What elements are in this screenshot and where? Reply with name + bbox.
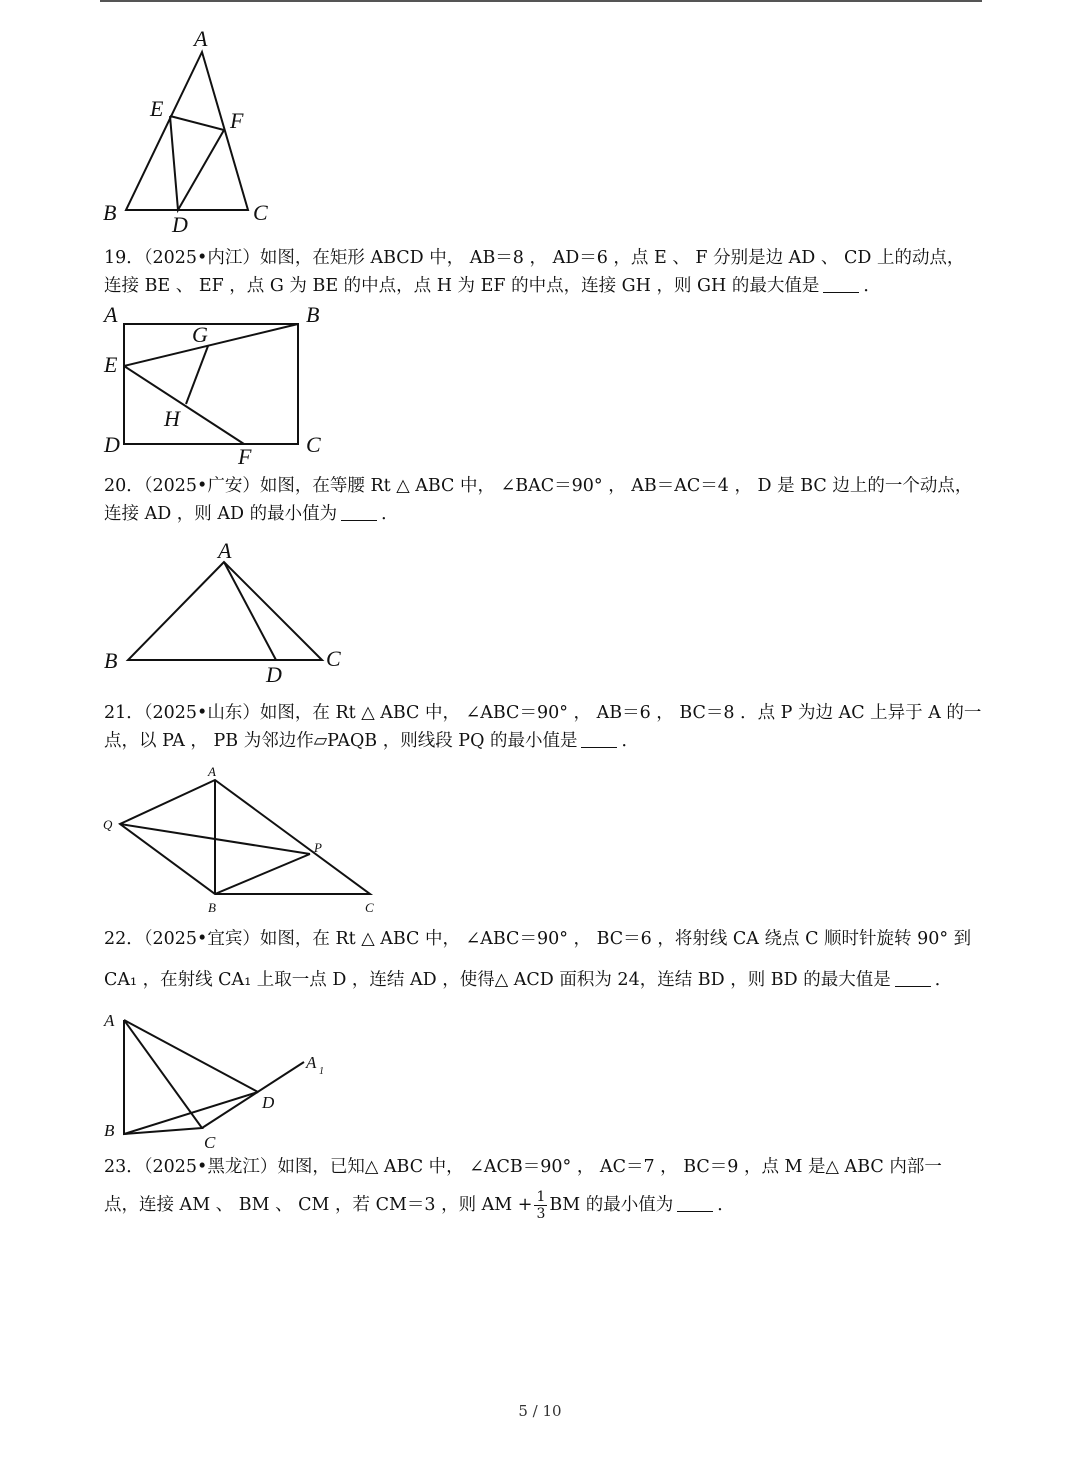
- label-b: B: [103, 200, 117, 225]
- label-d: D: [104, 432, 120, 457]
- problem-21-text: 点，以 PA ， PB 为邻边作▱PAQB ，则线段 PQ 的最小值是: [104, 731, 578, 751]
- problem-19-line-1: 19．（2025•内江）如图，在矩形 ABCD 中， AB＝8 ， AD＝6 ，点 E 、 F 分别是边 AD 、 CD 上的动点，: [104, 248, 965, 268]
- problem-21-line-2: [104, 727, 974, 755]
- label-a: A: [208, 764, 216, 779]
- fraction-denominator: 3: [536, 1206, 546, 1222]
- triangle-abc: [128, 562, 322, 660]
- problem-19-line-2: [104, 272, 974, 300]
- label-a: A: [104, 1011, 115, 1030]
- label-b: B: [104, 648, 118, 673]
- problem-19-text: 连接 BE 、 EF ，点 G 为 BE 的中点，点 H 为 EF 的中点，连接 GH ，则 GH 的最大值是: [104, 276, 820, 296]
- label-q: Q: [103, 817, 113, 832]
- problem-23: [104, 1153, 974, 1225]
- problem-21-line-1: 21．（2025•山东）如图，在 Rt △ ABC 中， ∠ABC＝90° ， AB＝6 ， BC＝8 ．点 P 为边 AC 上异于 A 的一: [104, 703, 982, 723]
- fraction-numerator: 1: [536, 1189, 546, 1205]
- label-b: B: [306, 302, 320, 327]
- problem-23-line-1: 23．（2025•黑龙江）如图，已知△ ABC 中， ∠ACB＝90° ， AC＝7 ， BC＝9 ，点 M 是△ ABC 内部一: [104, 1157, 942, 1177]
- label-e: E: [150, 96, 164, 121]
- segment-bp: [215, 854, 310, 894]
- problem-23-text: 点，连接 AM 、 BM 、 CM ，若 CM＝3 ，则 AM +: [104, 1195, 533, 1215]
- problem-20-line-2: [104, 500, 974, 528]
- answer-blank[interactable]: [823, 291, 859, 293]
- problem-20-text: 连接 AD ，则 AD 的最小值为: [104, 504, 338, 524]
- problem-21: [104, 699, 982, 755]
- label-d: D: [266, 662, 282, 687]
- answer-blank[interactable]: [341, 519, 377, 521]
- label-p: P: [314, 840, 322, 855]
- label-c: C: [365, 900, 374, 915]
- label-a1: A: [306, 1053, 317, 1072]
- label-a: A: [104, 302, 118, 327]
- label-a: A: [218, 538, 232, 563]
- figure-18: [100, 24, 290, 239]
- triangle-efd: [170, 116, 224, 210]
- ray-ca1: [202, 1062, 304, 1128]
- triangle-abc: [124, 1020, 202, 1134]
- segment-ef: [124, 366, 244, 444]
- problem-22-end: ．: [934, 970, 953, 990]
- problem-22: [104, 919, 974, 1001]
- problem-19-end: ．: [863, 276, 881, 296]
- label-a1-subscript: 1: [319, 1066, 324, 1077]
- problem-22-text: CA₁ ，在射线 CA₁ 上取一点 D ，连结 AD ，使得△ ACD 面积为 24，连结 BD ，则 BD 的最大值是: [104, 970, 891, 990]
- segment-be: [124, 324, 298, 366]
- outline-qabc: [120, 780, 370, 894]
- segment-gh: [186, 346, 208, 404]
- problem-20-end: ．: [381, 504, 399, 524]
- label-c: C: [306, 432, 321, 457]
- label-d: D: [172, 212, 188, 237]
- problem-19: [104, 244, 974, 300]
- figure-22: [100, 1004, 340, 1156]
- answer-blank[interactable]: [895, 985, 931, 987]
- label-f: F: [230, 108, 244, 133]
- segment-bd: [124, 1092, 258, 1134]
- figure-20: [100, 536, 360, 686]
- label-c: C: [326, 646, 341, 671]
- problem-23-text-tail: BM 的最小值为: [549, 1195, 674, 1215]
- fraction-one-third: [534, 1189, 547, 1222]
- problem-21-end: ．: [621, 731, 639, 751]
- problem-22-line-2: [104, 960, 974, 1001]
- answer-blank[interactable]: [581, 746, 617, 748]
- problem-20-line-1: 20．（2025•广安）如图，在等腰 Rt △ ABC 中， ∠BAC＝90° ， AB＝AC＝4 ， D 是 BC 边上的一个动点，: [104, 476, 973, 496]
- label-b: B: [208, 900, 216, 915]
- problem-23-line-2: [104, 1185, 974, 1225]
- label-e: E: [104, 352, 118, 377]
- answer-blank[interactable]: [677, 1210, 713, 1212]
- problem-20: [104, 472, 974, 528]
- page-number: 5 / 10: [518, 1402, 562, 1420]
- problem-23-end: ．: [717, 1195, 735, 1215]
- label-d: D: [262, 1093, 275, 1112]
- label-g: G: [192, 322, 208, 347]
- label-c: C: [204, 1133, 216, 1152]
- segment-ad: [224, 562, 276, 660]
- segment-ad: [124, 1020, 258, 1092]
- figure-19: [100, 302, 340, 469]
- label-a: A: [194, 26, 208, 51]
- problem-22-line-1: 22．（2025•宜宾）如图，在 Rt △ ABC 中， ∠ABC＝90° ， BC＝6 ，将射线 CA 绕点 C 顺时针旋转 90° 到: [104, 929, 972, 949]
- label-h: H: [164, 406, 180, 431]
- label-f: F: [238, 444, 252, 469]
- label-c: C: [253, 200, 268, 225]
- top-rule: [100, 0, 982, 2]
- label-b: B: [104, 1121, 115, 1140]
- figure-21: [100, 764, 390, 920]
